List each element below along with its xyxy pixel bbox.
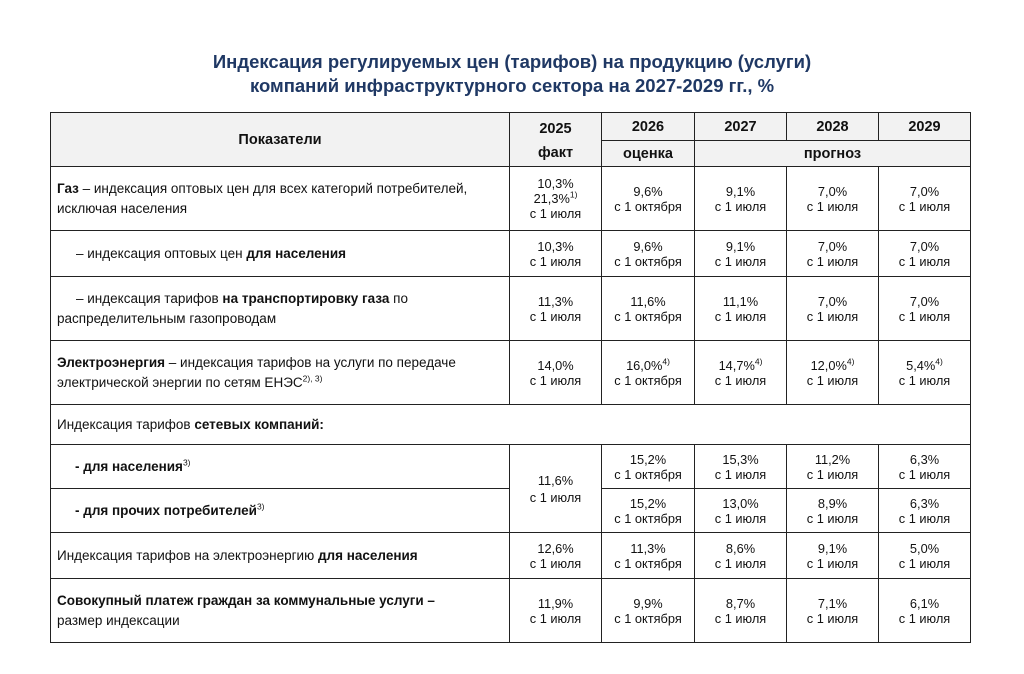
cell-gas-2025 — [510, 167, 602, 231]
cell-date: с 1 июля — [806, 466, 859, 482]
cell-net-pop-2026 — [602, 445, 695, 489]
cell-value: 11,3% — [537, 293, 574, 309]
cell-date: с 1 июля — [898, 555, 951, 571]
label-bold: сетевых компаний: — [194, 416, 324, 432]
cell-el-2025 — [510, 341, 602, 405]
row-label-electricity — [51, 341, 510, 405]
cell-value: 11,9% — [537, 595, 574, 611]
header-2027: 2027 — [695, 113, 787, 141]
cell-net-oth-2027 — [695, 489, 787, 533]
cell-date: с 1 октября — [614, 308, 682, 324]
cell-gas-trans-2028 — [787, 277, 879, 341]
header-2026-sub: оценка — [602, 141, 695, 167]
cell-date: с 1 июля — [806, 253, 859, 269]
cell-net-pop-2029 — [879, 445, 971, 489]
cell-value: 9,6% — [633, 238, 663, 254]
cell-date: с 1 июля — [898, 198, 951, 214]
cell-date: с 1 июля — [714, 510, 767, 526]
cell-value: 7,0% — [817, 238, 848, 254]
cell-date: с 1 июля — [806, 198, 859, 214]
table-row — [51, 579, 971, 643]
cell-gas-pop-2027 — [695, 231, 787, 277]
label-bold: - для прочих потребителей — [75, 502, 257, 518]
cell-value: 8,9% — [817, 495, 848, 511]
cell-gas-pop-2028 — [787, 231, 879, 277]
cell-gas-2027 — [695, 167, 787, 231]
cell-el-pop-2025 — [510, 533, 602, 579]
cell-net-pop-2028 — [787, 445, 879, 489]
cell-date: с 1 июля — [806, 555, 859, 571]
cell-total-2025 — [510, 579, 602, 643]
label-bold: на транспортировку газа — [222, 290, 390, 306]
cell-gas-2029 — [879, 167, 971, 231]
footnote-mark: 4) — [754, 356, 763, 367]
header-2028: 2028 — [787, 113, 879, 141]
cell-date: с 1 октября — [614, 466, 682, 482]
header-2025-sub: факт — [537, 144, 574, 161]
table-row — [51, 231, 971, 277]
cell-date: с 1 июля — [529, 372, 582, 388]
cell-value: 14,7% — [718, 357, 755, 373]
cell-gas-trans-2025 — [510, 277, 602, 341]
cell-total-2029 — [879, 579, 971, 643]
cell-value: 8,6% — [725, 540, 756, 556]
cell-date: с 1 июля — [529, 555, 582, 571]
label-text: Индексация тарифов на электроэнергию — [57, 547, 318, 563]
cell-value: 16,0% — [626, 357, 663, 373]
cell-value: 9,9% — [633, 595, 663, 611]
header-2025-year: 2025 — [539, 120, 572, 137]
cell-date: с 1 июля — [806, 308, 859, 324]
cell-value: 8,7% — [725, 595, 756, 611]
cell-date: с 1 июля — [714, 198, 767, 214]
row-label-total-payment — [51, 579, 510, 643]
cell-value: 11,6% — [537, 473, 574, 488]
cell-value: 6,1% — [909, 595, 940, 611]
label-text: – индексация тарифов — [76, 290, 223, 306]
label-bold: для населения — [246, 245, 347, 261]
cell-date: с 1 июля — [714, 253, 767, 269]
cell-net-oth-2028 — [787, 489, 879, 533]
cell-value: 10,3% — [537, 176, 574, 191]
footnote-mark: 3) — [256, 501, 265, 511]
cell-gas-trans-2029 — [879, 277, 971, 341]
cell-el-2027 — [695, 341, 787, 405]
footnote-mark: 4) — [846, 356, 855, 367]
cell-date: с 1 июля — [806, 510, 859, 526]
cell-net-pop-2027 — [695, 445, 787, 489]
cell-value: 10,3% — [537, 238, 574, 254]
cell-date: с 1 июля — [529, 253, 582, 269]
cell-value: 15,2% — [629, 495, 667, 511]
cell-date: с 1 октября — [614, 198, 682, 214]
cell-value: 6,3% — [909, 451, 940, 467]
row-label-electricity-population — [51, 533, 510, 579]
cell-date: с 1 июля — [529, 308, 582, 324]
cell-value: 11,1% — [722, 293, 759, 309]
cell-value: 9,1% — [725, 183, 756, 199]
cell-el-pop-2026 — [602, 533, 695, 579]
label-bold: Совокупный платеж граждан за коммунальные услуги – — [57, 592, 435, 608]
table-row — [51, 167, 971, 231]
cell-net-oth-2029 — [879, 489, 971, 533]
section-network-companies — [51, 405, 971, 445]
page-title — [0, 50, 1024, 98]
cell-value: 11,3% — [630, 540, 666, 556]
cell-el-2028 — [787, 341, 879, 405]
cell-value: 12,6% — [537, 540, 574, 556]
cell-date: с 1 октября — [614, 253, 682, 269]
cell-date: с 1 октября — [614, 372, 682, 388]
cell-el-pop-2028 — [787, 533, 879, 579]
cell-date: с 1 октября — [614, 610, 682, 626]
cell-value: 6,3% — [909, 495, 940, 511]
table-row — [51, 445, 971, 489]
cell-date: с 1 июля — [898, 372, 951, 388]
cell-date: с 1 июля — [898, 510, 951, 526]
row-label-gas-transport — [51, 277, 510, 341]
cell-value: 7,0% — [909, 293, 940, 309]
tariff-table — [50, 112, 971, 643]
cell-el-2029 — [879, 341, 971, 405]
table-row — [51, 405, 971, 445]
header-2025 — [510, 113, 602, 167]
cell-date: с 1 июля — [714, 372, 767, 388]
cell-date: с 1 июля — [898, 308, 951, 324]
cell-gas-pop-2026 — [602, 231, 695, 277]
cell-gas-pop-2025 — [510, 231, 602, 277]
cell-value: 15,2% — [629, 451, 667, 467]
row-label-gas — [51, 167, 510, 231]
cell-date: с 1 июля — [529, 490, 582, 505]
cell-value: 7,0% — [817, 183, 848, 199]
footnote-mark: 2), 3) — [302, 373, 323, 383]
header-forecast: прогноз — [695, 141, 971, 167]
cell-value: 7,0% — [909, 238, 940, 254]
cell-date: с 1 июля — [806, 372, 859, 388]
cell-value: 14,0% — [537, 357, 574, 373]
cell-value: 7,1% — [817, 595, 848, 611]
cell-value: 21,3% — [533, 191, 570, 206]
cell-gas-pop-2029 — [879, 231, 971, 277]
row-label-network-others — [51, 489, 510, 533]
cell-gas-trans-2027 — [695, 277, 787, 341]
cell-date: с 1 июля — [898, 466, 951, 482]
cell-value: 9,1% — [725, 238, 756, 254]
footnote-mark: 3) — [182, 457, 191, 467]
cell-date: с 1 июля — [714, 308, 767, 324]
cell-net-oth-2026 — [602, 489, 695, 533]
cell-el-pop-2029 — [879, 533, 971, 579]
label-bold: для населения — [317, 547, 418, 563]
cell-date: с 1 октября — [614, 510, 682, 526]
cell-total-2027 — [695, 579, 787, 643]
label-text: размер индексации — [57, 612, 180, 628]
cell-value: 11,2% — [814, 451, 851, 467]
label-text: – индексация оптовых цен — [76, 245, 247, 261]
cell-gas-2026 — [602, 167, 695, 231]
cell-value: 9,6% — [633, 183, 663, 199]
header-2029: 2029 — [879, 113, 971, 141]
cell-date: с 1 июля — [714, 610, 767, 626]
cell-value: 9,1% — [817, 540, 848, 556]
label-text: Индексация тарифов — [57, 416, 195, 432]
row-label-gas-population — [51, 231, 510, 277]
label-text: по распределительным газопроводам — [57, 290, 408, 326]
cell-date: с 1 июля — [529, 206, 582, 221]
cell-value: 12,0% — [810, 357, 847, 373]
label-text: – индексация оптовых цен для всех категорий потребителей, исключая населения — [57, 180, 468, 216]
cell-value: 7,0% — [817, 293, 848, 309]
cell-value: 11,6% — [630, 293, 666, 309]
footnote-mark: 1) — [569, 189, 578, 200]
cell-value: 7,0% — [909, 183, 940, 199]
cell-el-2026 — [602, 341, 695, 405]
cell-value: 15,3% — [722, 451, 759, 467]
cell-value: 13,0% — [722, 495, 759, 511]
cell-date: с 1 июля — [714, 466, 767, 482]
cell-total-2026 — [602, 579, 695, 643]
row-label-network-population — [51, 445, 510, 489]
cell-date: с 1 июля — [806, 610, 859, 626]
header-2026: 2026 — [602, 113, 695, 141]
footnote-mark: 4) — [935, 356, 943, 367]
cell-gas-2028 — [787, 167, 879, 231]
table-row — [51, 277, 971, 341]
cell-gas-trans-2026 — [602, 277, 695, 341]
cell-network-2025 — [510, 445, 602, 533]
table-row — [51, 341, 971, 405]
cell-value: 5,0% — [909, 540, 940, 556]
cell-total-2028 — [787, 579, 879, 643]
cell-el-pop-2027 — [695, 533, 787, 579]
title-line-1: Индексация регулируемых цен (тарифов) на продукцию (услуги) — [212, 51, 812, 72]
table-row — [51, 533, 971, 579]
cell-date: с 1 июля — [714, 555, 767, 571]
label-bold: Электроэнергия — [57, 354, 166, 370]
cell-value: 5,4% — [906, 357, 936, 373]
cell-date: с 1 октября — [614, 555, 682, 571]
cell-date: с 1 июля — [898, 253, 951, 269]
title-line-2: компаний инфраструктурного сектора на 2027-2029 гг., % — [249, 75, 775, 96]
label-bold: Газ — [57, 180, 79, 196]
label-bold: - для населения — [75, 458, 183, 474]
cell-date: с 1 июля — [898, 610, 951, 626]
header-indicator: Показатели — [51, 113, 510, 167]
footnote-mark: 4) — [662, 356, 670, 367]
label-text: – индексация тарифов на услуги по передаче электрической энергии по сетям ЕНЭС — [57, 354, 456, 390]
cell-date: с 1 июля — [529, 610, 582, 626]
